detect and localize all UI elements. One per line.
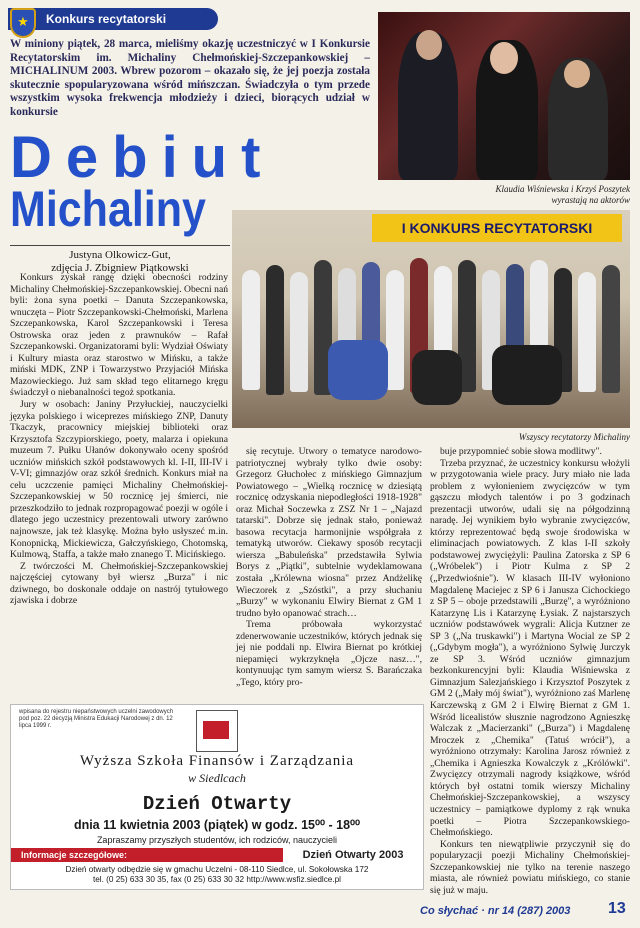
photo-group	[232, 210, 630, 428]
ad-invite: Zapraszamy przyszłych studentów, ich rodziców, nauczycieli	[96, 835, 338, 845]
headline-line2: Michaliny	[10, 181, 206, 237]
ad-address	[11, 865, 423, 885]
photo-actors	[378, 12, 630, 180]
photo1-caption	[440, 184, 630, 206]
ad-date: dnia 11 kwietnia 2003 (piątek) w godz. 15⁰⁰ - 18⁰⁰	[73, 818, 361, 832]
ad-registration-note: wpisana do rejestru niepaństwowych uczelni zawodowych pod poz. 22 decyzją Ministra Edukacji Narodowej z dn. 12 lipca 1999 r.	[19, 709, 174, 729]
issue-footer: Co słychać · nr 14 (287) 2003	[420, 905, 571, 917]
col3-paragraph: buje przypomnieć sobie słowa modlitwy".	[440, 446, 602, 457]
col3-paragraph: Trzeba przyznać, że uczestnicy konkursu włożyli w przygotowania wiele pracy. Jury miało nie lada problem z wyłonieniem zwycięzców w tym gąszczu młodych talentów i po 3 godzinach prezentacji utworów, udali się na półgodzinną naradę. Jej wynikiem było wybranie zwycięzców, którzy reprezentować będą swoje środowiska w eliminacjach powiatowych. Z klas I-II szkoły podstawowej zwyciężyli: Paulina Zatorska z SP 6 („Wróbelek") i Piotr Kulma z SP 2 („Przedwiośnie"). W klasach III-IV wyłoniono Magdalenę Maciejec z SP 6 i Janusza Cichockiego z SP 5 – oboje przedstawili „Burzę", a wyróżniono Katarzynę Lis i Katarzynę Łysiak. Z najstarszych uczniów podstawówek wygrali: Alicja Kutzner ze SP 3 („Na truskawki") i Martyna Wocial ze SP 2 („Gdybym mogła"), a wyróżniono Sylwię Jurczyk ze SP 3. Wśród uczniów gimnazjum bezkonkurencyjni byli: Klaudia Wiśniewska z Gimnazjum Salezjańskiego i Krzysztof Poszytek z GM 2 („Mały mój świat"), wyróżniono zaś Marlenę Karczewską z GM 2 i Elwirę Biernat z GM 1. Wśród licealistów słusznie nagrodzono Agnieszkę Walczak z „Macierzanki" („Burza") i Magdalenę Mroczek z „Chemika" (Tatuś wrócił"), a wyróżniono otrzymały: Karolina Jarosz również z „Chemika i Agnieszka Kowalczyk z „Królówki". Zwycięzcy otrzymali nagrody książkowe, wśród których był ostatni tomik wierszy Michaliny Chełmońskiej-Szczepankowskiej, a wszyscy uczestnicy – pamiątkowe dyplomy z rąk wnuka poetki – Piotra Szczepankowskiego-Chełmońskiego.	[430, 457, 630, 839]
ad-address-line1: Dzień otwarty odbędzie się w gmachu Uczelni - 08-110 Siedlce, ul. Sokołowska 172	[65, 865, 369, 874]
ad-headline: Dzień Otwarty	[142, 793, 292, 815]
ad-school-name: Wyższa Szkoła Finansów i Zarządzania	[79, 753, 355, 769]
article-column-2	[236, 446, 422, 688]
photo1-caption-line1: Klaudia Wiśniewska i Krzyś Poszytek	[495, 184, 630, 194]
photo2-caption: Wszyscy recytatorzy Michaliny	[518, 432, 630, 442]
ad-info-label: Informacje szczegółowe:	[21, 850, 128, 860]
col1-paragraph: Jury w osobach: Janiny Przyłuckiej, nauczycielki języka polskiego i wiceprezes mińskiego ZNP, Danuty Tkaczyk, pracownicy miejskiej biblioteki oraz Krzysztofa Szczypiorskiego, poety, malarza i opiekuna muzeum 7. Pułku Ułanów dokonywało oceny spośród uczniów mińskich szkół podstawowych kl. I-II, III-IV i V-VI; gimnazjów oraz szkół średnich. Konkurs miał na celu uczczenie pamięci Michaliny Chełmońskiej-Szczepankowskiej w 50 rocznicę jej śmierci, nie przeszkodziło to jednak rozpropagować poezji w ogóle i dlatego jego uczestnicy prezentowali utwory zarówno najnowsze, jak też klasykę. Można było usłyszeć m.in. Konopnicką, Mickiewicza, Gałczyńskiego, Chotomską, Kulmową, Staffa, a także mało znanego T. Micińskiego.	[10, 399, 228, 561]
ad-address-line2: tel. (0 25) 633 30 35, fax (0 25) 633 30 32 http://www.wsfiz.siedlce.pl	[92, 875, 342, 884]
col1-paragraph: Z twórczości M. Chełmońskiej-Szczepankowskiej najczęściej cytowany był wiersz „Burza" i nic dziwnego, bo doskonale oddaje on nastrój tytułowego zjawiska i dobrze	[10, 560, 228, 607]
ad-info-bar	[11, 848, 423, 862]
lead-paragraph: W miniony piątek, 28 marca, mieliśmy okazję uczestniczyć w I Konkursie Recytatorskim im. Michaliny Chełmońskiej-Szczepankowskiej – MICHALINUM 2003. Wbrew pozorom – okazało się, że jej poezja została skutecznie spopularyzowana wśród mińszczan. Świadczyła o tym przede wszystkim wysoka frekwencja młodzieży i dzieci, biorących udział w konkursie	[10, 38, 370, 118]
col3-paragraph: Konkurs ten niewątpliwie przyczynił się do popularyzacji poezji Michaliny Chełmońskiej-Szczepankowskiej nie tylko na terenie naszego miasta, ale również powiatu mińskiego, co stanie się już w maju.	[430, 838, 630, 896]
photo2-banner: I KONKURS RECYTATORSKI	[372, 214, 622, 242]
page-number: 13	[608, 900, 626, 917]
article-column-1	[10, 272, 228, 607]
ad-school-city: w Siedlcach	[188, 771, 246, 785]
section-tag: Konkurs recytatorski	[8, 8, 218, 30]
col2-paragraph: Trema próbowała wykorzystać zdenerwowanie uczestników, których jednak się jej nie poddali np. Elwira Biernat po krótkiej niepamięci wykrzyknęła „Ojcze nasz…", kontynuując tym samym wiersz S. Barańczaka „Tego, który pro-	[236, 619, 422, 688]
article-column-3	[430, 446, 630, 896]
col2-paragraph: się recytuje. Utwory o tematyce narodowo-patriotycznej wybrały tylko dwie osoby: Grzegorz Głuchołec z mińskiego Gimnazjum Powiatowego – „Wielką rocznicę w dziesiątą rocznicę odzyskania niepodległości 1918-1928" oraz Michał Soczewka z ZSZ Nr 1 – „Najazd tatarski". Dobrze się jednak stało, ponieważ basowa recytacja harmonijnie współgrała z tematyką utworów. Ciekawy sposób recytacji wiersza „Babuleńska" przedstawiła Sylwia Borys z „Piątki", subtelnie wydeklamowana została „Królewna wiosna" przez Andżelikę Wieczorek z „Szóstki", a przy słuchaniu „Burzy" w wykonaniu Elwiry Biernat z GM 1 trudno było opanować strach…	[236, 446, 422, 619]
school-logo-icon	[196, 710, 238, 752]
ad-badge: Dzień Otwarty 2003	[283, 848, 423, 862]
headline-line1: Debiut	[10, 125, 275, 190]
byline-author: Justyna Olkowicz-Gut,	[69, 249, 171, 261]
photo1-caption-line2: wyrastają na aktorów	[551, 195, 630, 205]
col1-paragraph: Konkurs zyskał rangę dzięki obecności rodziny Michaliny Chełmońskiej-Szczepankowskiej. Obecni nań byli: żona syna poetki – Danuta Szczepankowska, wnuczęta – Piotr Szczepankowski-Chełmoński, Marlena Szczepankowska, Karol Szczepankowski i Teresa Ostrowska oraz jeden z prawnuków – Rafał Szczepankowski. Organizatorami byli: Wydział Oświaty i Kultury miasta oraz starostwo w Mińsku, a także miński MDK, ZNP i Towarzystwo Przyjaciół Mińska Mazowieckiego. Już sam skład tego elitarnego kręgu świadczył o niebanalności tegoż spotkania.	[10, 272, 228, 399]
byline-photos: zdjęcia J. Zbigniew Piątkowski	[51, 262, 189, 274]
byline	[10, 245, 230, 275]
town-crest-icon: ★	[10, 8, 36, 38]
advertisement	[10, 704, 424, 890]
